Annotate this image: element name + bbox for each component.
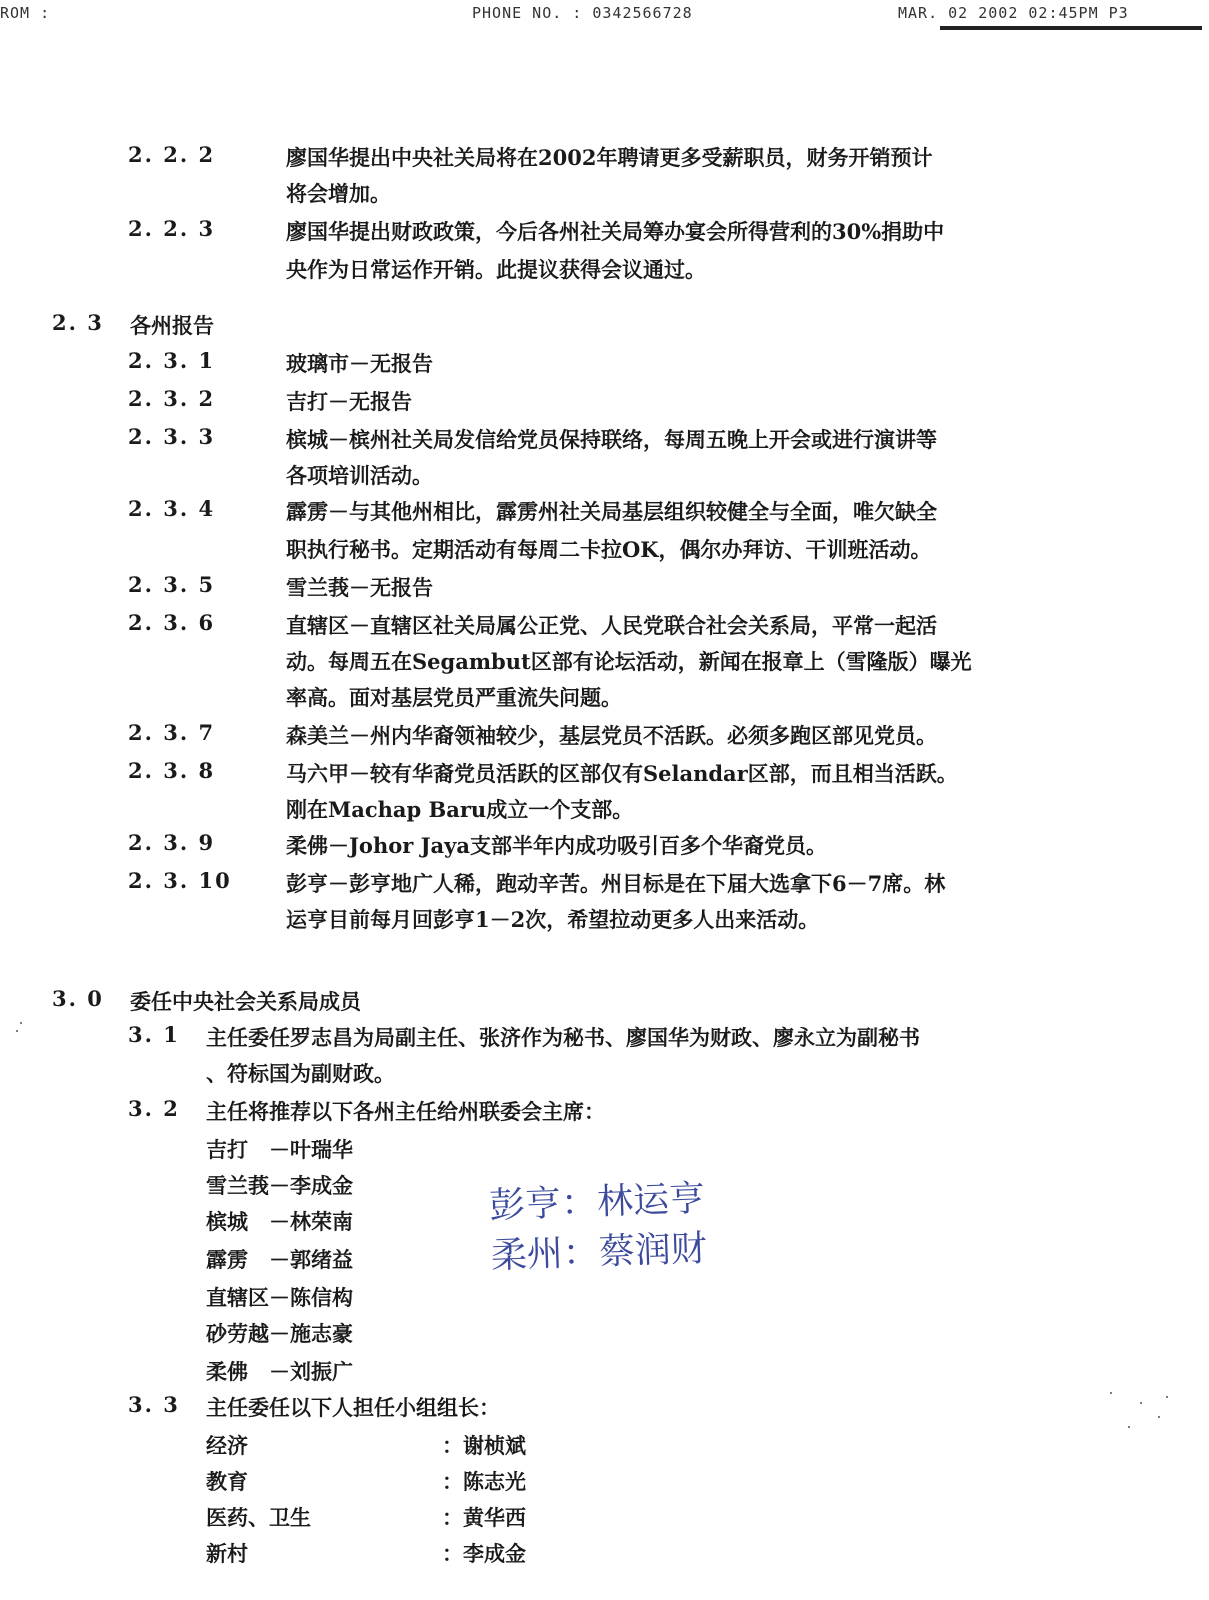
- fax-date: MAR. 02 2002 02:45PM P3: [898, 4, 1129, 22]
- item-2-2-2-line-1: 廖国华提出中央社关局将在2002年聘请更多受薪职员，财务开销预计: [286, 145, 933, 170]
- list-item: 直辖区－陈信构: [206, 1285, 353, 1310]
- state-report-line: 彭亨－彭亨地广人稀，跑动辛苦。州目标是在下届大选拿下6－7席。林: [286, 871, 946, 896]
- state-report-line: 马六甲－较有华裔党员活跃的区部仅有Selandar区部，而且相当活跃。: [286, 761, 958, 786]
- item-2-2-2-line-2: 将会增加。: [286, 181, 391, 206]
- group-leader: ：陈志光: [442, 1469, 526, 1494]
- item-number-2-2-3: 2. 2. 3: [128, 216, 216, 241]
- group-area: 医药、卫生: [206, 1505, 311, 1530]
- fax-phone: PHONE NO. : 0342566728: [472, 4, 693, 22]
- scan-speck: [1140, 1402, 1142, 1404]
- state-report-line: 柔佛－Johor Jaya支部半年内成功吸引百多个华裔党员。: [286, 833, 827, 858]
- state-report-line: 运亨目前每月回彭亨1－2次，希望拉动更多人出来活动。: [286, 907, 820, 932]
- group-leader: ：谢桢斌: [442, 1433, 526, 1458]
- scan-speck: [1158, 1416, 1160, 1418]
- group-leader: ：黄华西: [442, 1505, 526, 1530]
- item-number: 2. 3. 10: [128, 868, 232, 893]
- fax-from: ROM :: [0, 4, 51, 22]
- state-report-line: 各项培训活动。: [286, 463, 433, 488]
- item-3-3-intro: 主任委任以下人担任小组组长：: [206, 1395, 500, 1420]
- item-number: 2. 3. 2: [128, 386, 216, 411]
- state-report-line: 森美兰－州内华裔领袖较少，基层党员不活跃。必须多跑区部见党员。: [286, 723, 937, 748]
- fax-header: [0, 0, 1209, 30]
- section-number-2-3: 2. 3: [52, 310, 104, 335]
- scan-speck: [1128, 1426, 1130, 1428]
- item-number: 2. 3. 5: [128, 572, 216, 597]
- list-item: 吉打 －叶瑞华: [206, 1137, 353, 1162]
- state-report-line: 玻璃市－无报告: [286, 351, 433, 376]
- item-number: 2. 3. 1: [128, 348, 216, 373]
- list-item: 砂劳越－施志豪: [206, 1321, 353, 1346]
- item-number: 2. 3. 9: [128, 830, 216, 855]
- item-2-2-3-line-2: 央作为日常运作开销。此提议获得会议通过。: [286, 257, 706, 282]
- section-number-3-0: 3. 0: [52, 986, 104, 1011]
- item-number-3-1: 3. 1: [128, 1022, 180, 1047]
- list-item: 霹雳 －郭绪益: [206, 1247, 353, 1272]
- state-report-line: 雪兰莪－无报告: [286, 575, 433, 600]
- handwritten-note: 柔州：蔡润财: [490, 1228, 708, 1277]
- state-report-line: 动。每周五在Segambut区部有论坛活动，新闻在报章上（雪隆版）曝光: [286, 649, 972, 674]
- handwritten-note: 彭亨：林运亨: [488, 1178, 706, 1227]
- scan-speck: [1166, 1396, 1168, 1398]
- state-report-line: 直辖区－直辖区社关局属公正党、人民党联合社会关系局，平常一起活: [286, 613, 937, 638]
- state-report-line: 刚在Machap Baru成立一个支部。: [286, 797, 634, 822]
- item-number: 2. 3. 8: [128, 758, 216, 783]
- item-2-2-3-line-1: 廖国华提出财政政策，今后各州社关局筹办宴会所得营利的30%捐助中: [286, 219, 945, 244]
- scan-speck: [20, 1022, 22, 1024]
- handwritten-notes: [488, 1174, 707, 1281]
- item-3-1-line-1: 主任委任罗志昌为局副主任、张济作为秘书、廖国华为财政、廖永立为副秘书: [206, 1025, 920, 1050]
- state-report-line: 霹雳－与其他州相比，霹雳州社关局基层组织较健全与全面，唯欠缺全: [286, 499, 937, 524]
- group-area: 新村: [206, 1541, 248, 1566]
- item-3-1-line-2: 、符标国为副财政。: [206, 1061, 395, 1086]
- item-number: 2. 3. 6: [128, 610, 216, 635]
- item-number-3-3: 3. 3: [128, 1392, 180, 1417]
- state-report-line: 吉打－无报告: [286, 389, 412, 414]
- item-number-2-2-2: 2. 2. 2: [128, 142, 216, 167]
- list-item: 雪兰莪－李成金: [206, 1173, 353, 1198]
- item-number: 2. 3. 4: [128, 496, 216, 521]
- state-report-line: 槟城－槟州社关局发信给党员保持联络，每周五晚上开会或进行演讲等: [286, 427, 937, 452]
- item-number: 2. 3. 7: [128, 720, 216, 745]
- item-number: 2. 3. 3: [128, 424, 216, 449]
- scan-speck: [1110, 1392, 1112, 1394]
- section-title-2-3: 各州报告: [130, 313, 214, 338]
- state-report-line: 职执行秘书。定期活动有每周二卡拉OK，偶尔办拜访、干训班活动。: [286, 537, 932, 562]
- list-item: 槟城 －林荣南: [206, 1209, 353, 1234]
- item-3-2-intro: 主任将推荐以下各州主任给州联委会主席：: [206, 1099, 605, 1124]
- group-area: 经济: [206, 1433, 248, 1458]
- state-report-line: 率高。面对基层党员严重流失问题。: [286, 685, 622, 710]
- list-item: 柔佛 －刘振广: [206, 1359, 353, 1384]
- fax-header-rule: [940, 26, 1202, 30]
- group-leader: ：李成金: [442, 1541, 526, 1566]
- scan-speck: [16, 1030, 18, 1032]
- item-number-3-2: 3. 2: [128, 1096, 180, 1121]
- section-title-3-0: 委任中央社会关系局成员: [130, 989, 361, 1014]
- group-area: 教育: [206, 1469, 248, 1494]
